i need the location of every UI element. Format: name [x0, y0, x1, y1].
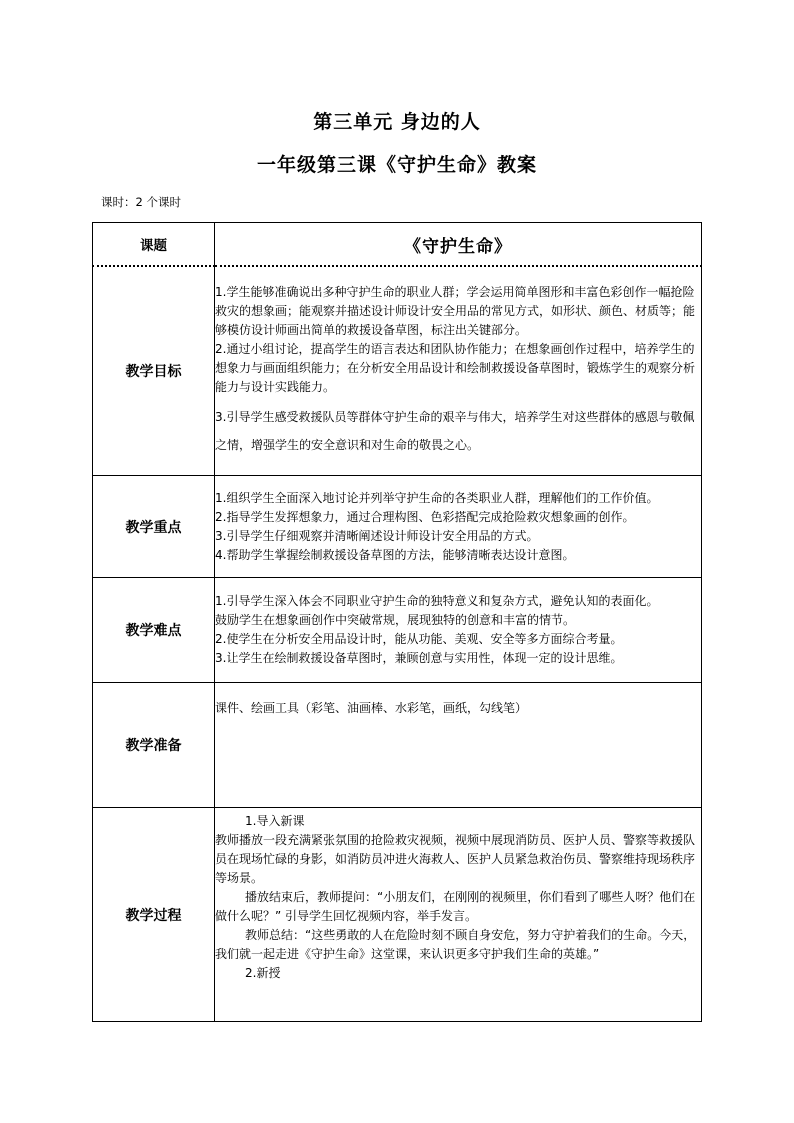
process-content — [215, 808, 702, 1022]
table-row-goals — [93, 266, 702, 476]
goal-item-2: 2.通过小组讨论，提高学生的语言表达和团队协作能力；在想象画创作过程中，培养学生的想象力与画面组织能力；在分析安全用品设计和绘制救援设备草图时，锻炼学生的观察分析能力与设计实践能力。 — [215, 342, 696, 394]
process-item-3: 播放结束后，教师提问：“小朋友们，在刚刚的视频里，你们看到了哪些人呀？他们在做什么呢？” 引导学生回忆视频内容，举手发言。 — [215, 890, 696, 923]
goal-item-1: 1.学生能够准确说出多种守护生命的职业人群；学会运用简单图形和丰富色彩创作一幅抢险救灾的想象画；能观察并描述设计师设计安全用品的常见方式，如形状、颜色、材质等；能够模仿设计师画出简单的救援设备草图，标注出关键部分。 — [215, 285, 696, 337]
key-points-content — [215, 476, 702, 578]
class-hours: 课时：2 个课时 — [101, 195, 181, 209]
preparation-text: 课件、绘画工具（彩笔、油画棒、水彩笔，画纸，勾线笔） — [215, 701, 528, 715]
table-row-process — [93, 808, 702, 1022]
process-item-4: 教师总结：“这些勇敢的人在危险时刻不顾自身安危，努力守护着我们的生命。今天，我们就一起走进《守护生命》这堂课，来认识更多守护我们生命的英雄。” — [215, 928, 696, 961]
process-label: 教学过程 — [93, 808, 215, 1022]
difficulty-item-4: 3.让学生在绘制救援设备草图时，兼顾创意与实用性，体现一定的设计思维。 — [215, 651, 623, 665]
key-point-item-3: 3.引导学生仔细观察并清晰阐述设计师设计安全用品的方式。 — [215, 528, 539, 543]
preparation-label: 教学准备 — [93, 683, 215, 808]
table-row-preparation — [93, 683, 702, 808]
difficulty-item-1: 1.引导学生深入体会不同职业守护生命的独特意义和复杂方式，避免认知的表面化。 — [215, 594, 659, 608]
goal-item-3: 3.引导学生感受救援队员等群体守护生命的艰辛与伟大，培养学生对这些群体的感恩与敬佩之情，增强学生的安全意识和对生命的敬畏之心。 — [215, 410, 695, 452]
table-row-key-points — [93, 476, 702, 578]
difficulties-content — [215, 578, 702, 683]
topic-value: 《守护生命》 — [404, 236, 512, 257]
difficulties-label: 教学难点 — [93, 578, 215, 683]
key-point-item-4: 4.帮助学生掌握绘制救援设备草图的方法，能够清晰表达设计意图。 — [215, 547, 575, 562]
unit-title: 第三单元 身边的人 — [313, 111, 481, 133]
difficulty-item-3: 2.使学生在分析安全用品设计时，能从功能、美观、安全等多方面综合考量。 — [215, 632, 623, 646]
topic-label: 课题 — [93, 223, 215, 267]
key-point-item-2: 2.指导学生发挥想象力，通过合理构图、色彩搭配完成抢险救灾想象画的创作。 — [215, 509, 635, 524]
key-points-label: 教学重点 — [93, 476, 215, 578]
lesson-title: 一年级第三课《守护生命》教案 — [256, 154, 537, 176]
process-item-2: 教师播放一段充满紧张氛围的抢险救灾视频，视频中展现消防员、医护人员、警察等救援队员在现场忙碌的身影，如消防员冲进火海救人、医护人员紧急救治伤员、警察维持现场秩序等场景。 — [215, 833, 696, 885]
difficulty-item-2: 鼓励学生在想象画创作中突破常规，展现独特的创意和丰富的情节。 — [215, 613, 576, 627]
table-row-difficulties — [93, 578, 702, 683]
goals-content — [215, 266, 702, 476]
process-item-1: 1.导入新课 — [245, 814, 305, 828]
table-row-topic — [93, 223, 702, 267]
topic-cell — [215, 223, 702, 267]
goals-label: 教学目标 — [93, 266, 215, 476]
preparation-content — [215, 683, 702, 808]
process-item-5: 2.新授 — [245, 966, 281, 980]
lesson-plan-table — [92, 222, 702, 1022]
key-point-item-1: 1.组织学生全面深入地讨论并列举守护生命的各类职业人群，理解他们的工作价值。 — [215, 490, 659, 505]
